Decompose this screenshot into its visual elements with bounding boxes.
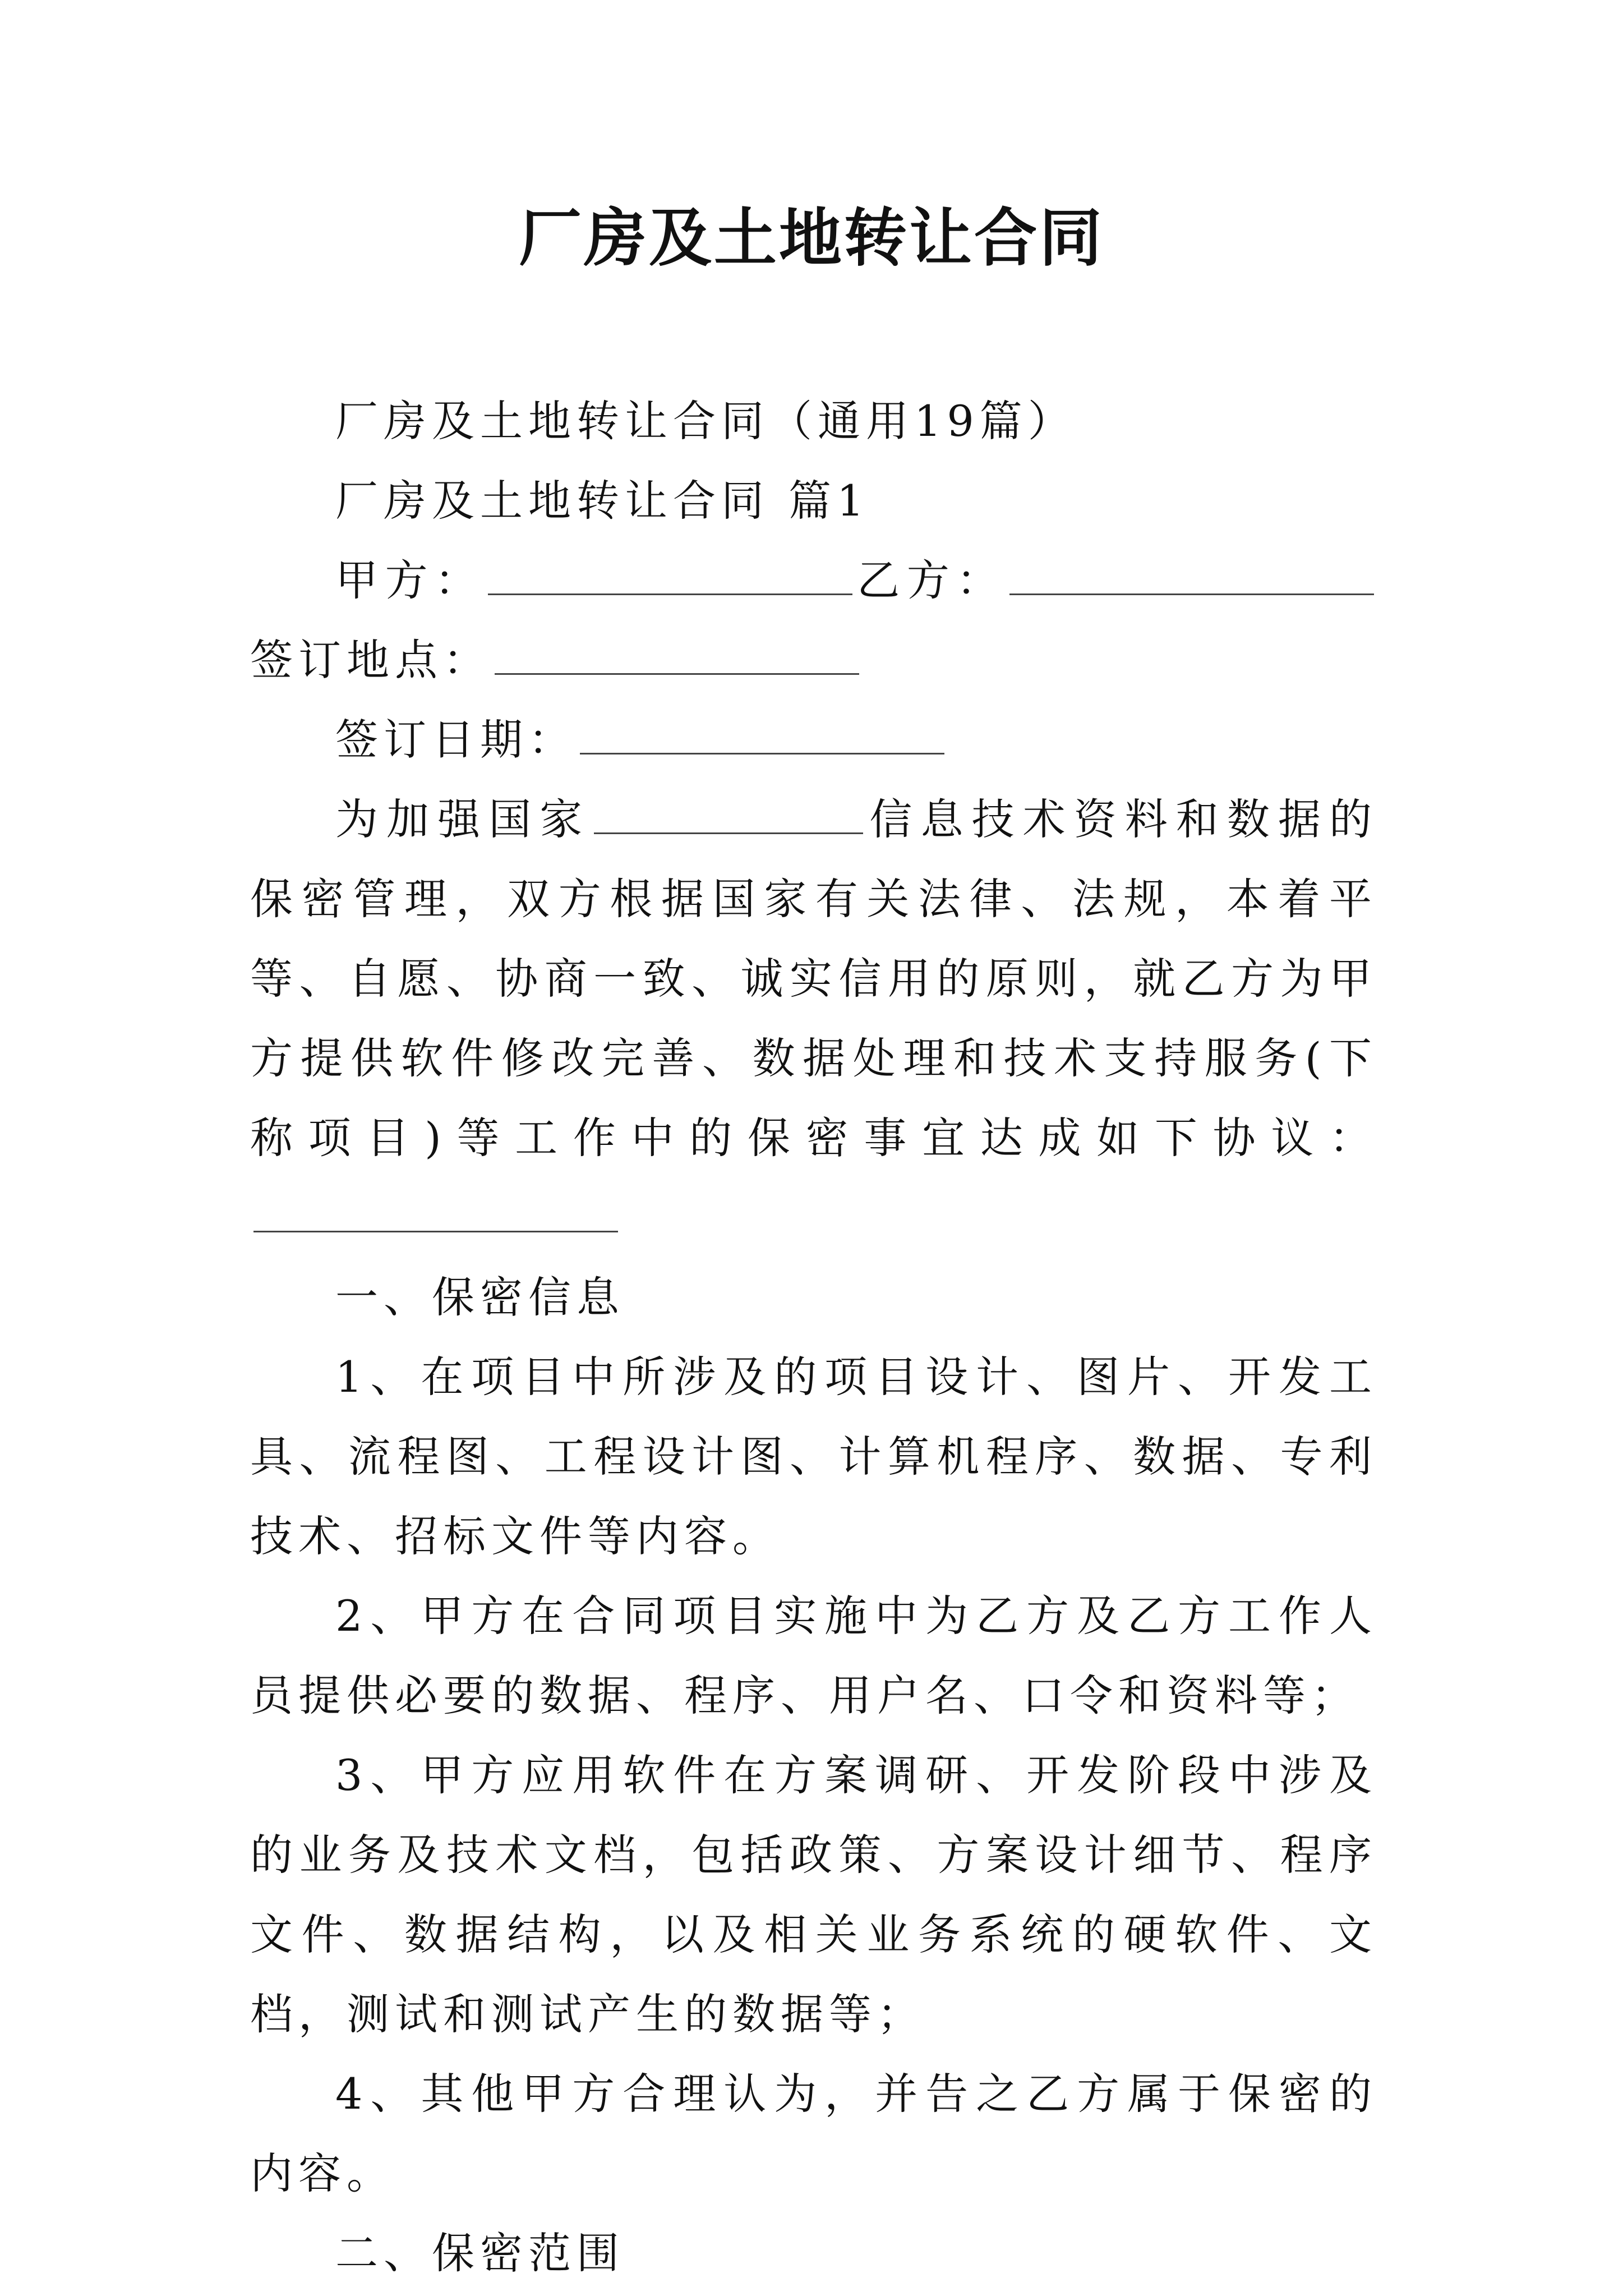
section-heading: 厂房及土地转让合同 篇1: [335, 476, 870, 526]
sign-date-line: [250, 700, 1377, 780]
sign-date-blank: [580, 708, 944, 754]
item-3: 3、甲方应用软件在方案调研、开发阶段中涉及的业务及技术文档，包括政策、方案设计细节、程序文件、数据结构，以及相关业务系统的硬软件、文档，测试和测试产生的数据等；: [250, 1750, 1377, 2039]
heading-confidential-scope: 二、保密范围: [335, 2228, 625, 2278]
intro-paragraph: [250, 780, 1377, 1258]
intro-part2: 信息技术资料和数据的保密管理，双方根据国家有关法律、法规，本着平等、自愿、协商一致、诚实信用的原则，就乙方为甲方提供软件修改完善、数据处理和技术支持服务(下称项目)等工作中的保密事宜达成如下协议：: [250, 794, 1378, 1163]
item-4: 4、其他甲方合理认为，并告之乙方属于保密的内容。: [250, 2069, 1377, 2198]
sign-place-blank: [495, 628, 859, 675]
sign-date-label: 签订日期：: [335, 715, 577, 765]
heading-confidential-info: 一、保密信息: [335, 1272, 625, 1322]
party-a-label: 甲方：: [335, 555, 485, 605]
intro-blank: [594, 788, 863, 834]
sign-place-label-part2: 订地点：: [298, 635, 491, 685]
document-title: 厂房及土地转让合同: [519, 201, 1104, 275]
sign-place-label-part1: 签: [250, 635, 298, 685]
party-a-blank: [488, 549, 852, 595]
party-b-blank: [1009, 549, 1374, 595]
document-subtitle: 厂房及土地转让合同（通用19篇）: [335, 396, 1076, 446]
item-1: 1、在项目中所涉及的项目设计、图片、开发工具、流程图、工程设计图、计算机程序、数据、专利技术、招标文件等内容。: [250, 1352, 1377, 1561]
document-body: [250, 381, 1377, 2293]
party-line: [250, 541, 1377, 700]
item-2: 2、甲方在合同项目实施中为乙方及乙方工作人员提供必要的数据、程序、用户名、口令和资料等；: [250, 1591, 1377, 1720]
intro-part1: 为加强国家: [335, 794, 591, 844]
party-b-label: 乙方：: [855, 555, 1007, 605]
agreement-blank: [253, 1186, 618, 1232]
